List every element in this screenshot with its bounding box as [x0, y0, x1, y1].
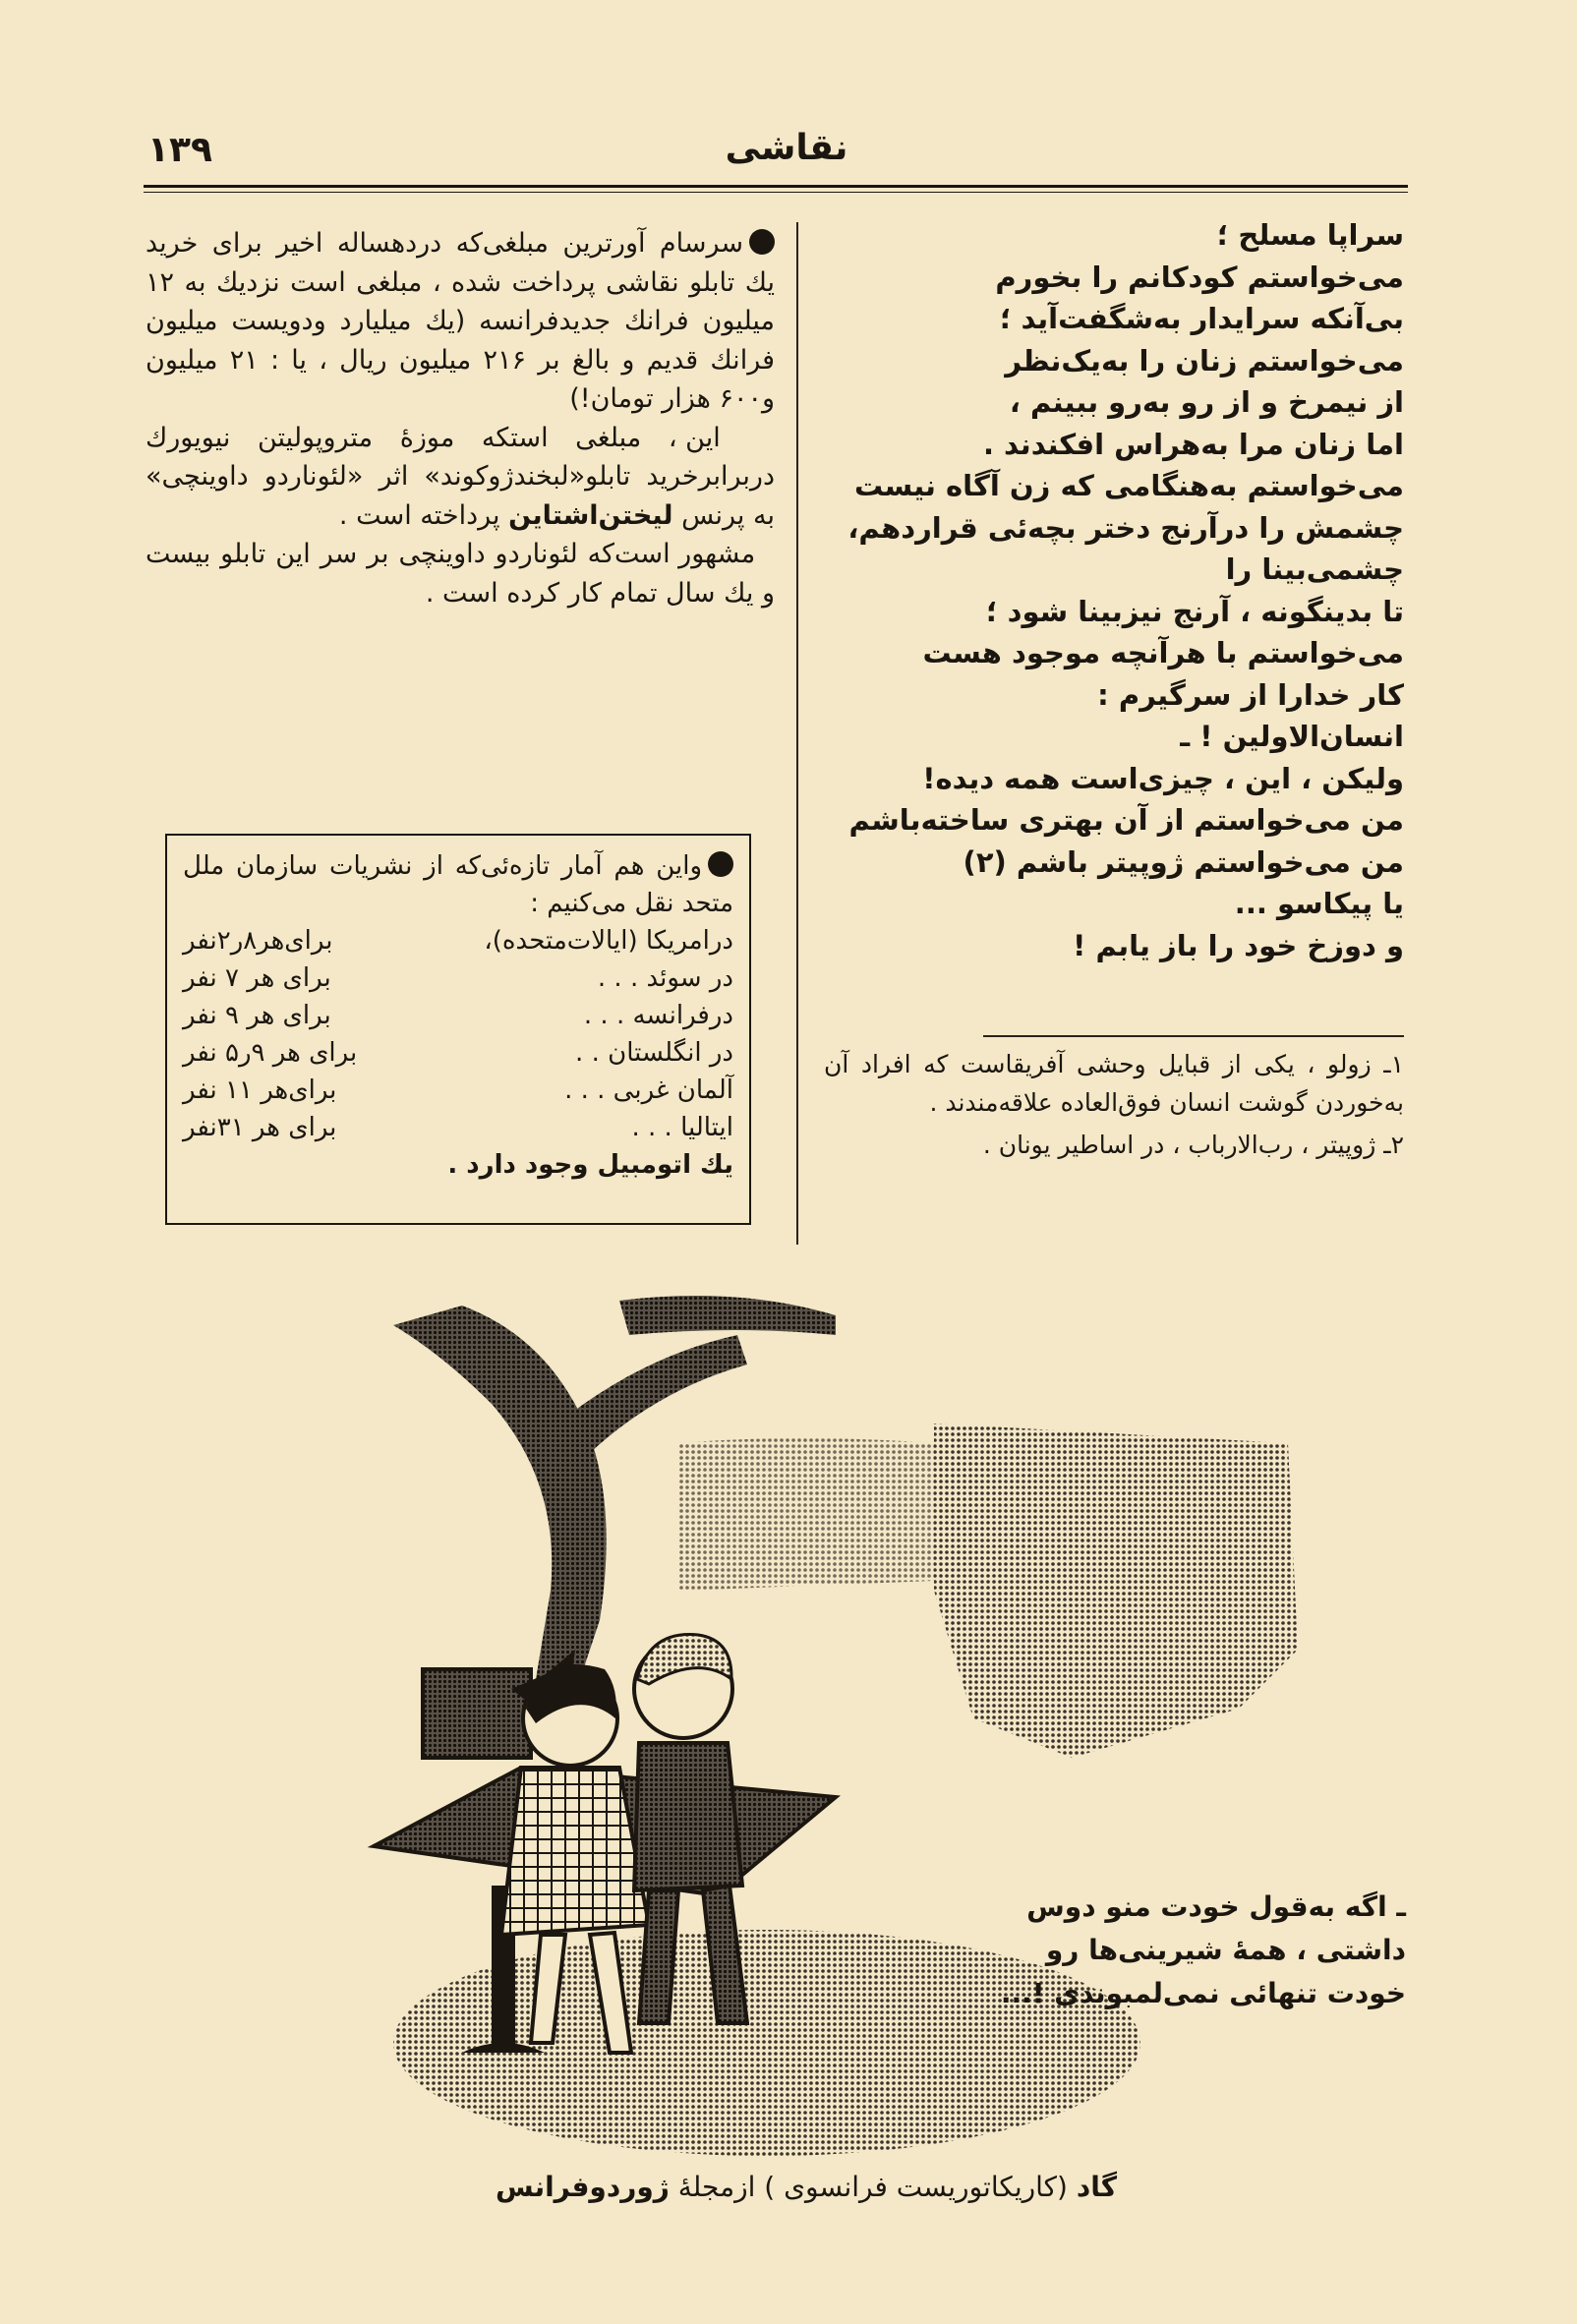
- credit-artist: گاد: [1076, 2171, 1118, 2203]
- caption-line: داشتی ، همهٔ شیرینی‌ها رو: [1045, 1934, 1406, 1966]
- cartoon-caption: [1000, 1886, 1406, 2015]
- page-number: ۱۳۹: [147, 130, 212, 170]
- stat-row: در انگلستان . . برای هر ۹ر۵ نفر: [183, 1038, 733, 1068]
- tree-trunk: [393, 1306, 607, 1709]
- caption-line: ـ اگه به‌قول خودت منو دوس: [1026, 1890, 1406, 1923]
- credit-source: ژوردوفرانس: [495, 2171, 670, 2203]
- poem-line: ولیکن ، این ، چیزی‌است همه دیده!: [922, 761, 1404, 795]
- poem-line: یا پیکاسو ...: [1234, 887, 1404, 920]
- stat-row: در سوئد . . . برای هر ۷ نفر: [183, 963, 733, 993]
- stat-row: درامریکا (ایالات‌متحده)، برای‌هر۸ر۲نفر: [183, 926, 733, 956]
- wall: [678, 1438, 934, 1591]
- poem-line: می‌خواستم با هرآنچه موجود هست: [922, 636, 1404, 669]
- stat-row: ایتالیا . . . برای هر ۳۱نفر: [183, 1113, 733, 1142]
- poem-line: کار خدارا از سرگیرم :: [1097, 677, 1404, 712]
- poem-line: می‌خواستم به‌هنگامی که زن آگاه نیست: [853, 469, 1404, 502]
- tree-branch: [570, 1335, 747, 1453]
- boy-jacket: [634, 1743, 742, 1890]
- footnotes: [824, 1045, 1404, 1168]
- cartoon-illustration: [324, 1296, 1308, 2180]
- poem-line: بی‌آنکه سرایدار به‌شگفت‌آید ؛: [999, 302, 1404, 335]
- stats-box: [165, 834, 751, 1225]
- stats-closing: یك اتومبیل وجود دارد .: [447, 1150, 733, 1180]
- stat-row: درفرانسه . . . برای هر ۹ نفر: [183, 1001, 733, 1030]
- tree-top: [619, 1296, 836, 1335]
- poem: [824, 214, 1404, 966]
- credit-description: (کاریکاتوریست فرانسوی ) ازمجلهٔ: [677, 2171, 1068, 2203]
- poem-line: اما زنان مرا به‌هراس افکندند .: [982, 427, 1404, 461]
- poem-line: تا بدینگونه ، آرنج نیزبینا شود ؛: [985, 594, 1404, 628]
- running-head: نقاشی: [725, 128, 848, 168]
- poem-line: از نیمرخ و از رو به‌رو ببینم ،: [1009, 385, 1404, 419]
- highlighted-name: لیختن‌اشتاین: [508, 499, 673, 531]
- article: [146, 224, 775, 612]
- column-divider: [796, 222, 798, 1245]
- bench-backrest: [423, 1669, 531, 1758]
- poem-line: می‌خواستم زنان را به‌یک‌نظر: [1005, 343, 1404, 378]
- stat-row: آلمان غربی . . . برای‌هر ۱۱ نفر: [183, 1075, 733, 1105]
- article-paragraph: این ، مبلغی استکه موزهٔ متروپولیتن نیویورك دربرابرخرید تابلو«لبخندژوکوند» اثر «لئوناردو داوینچی» به پرنس لیختن‌اشتاین پرداخته است .: [146, 422, 775, 531]
- cartoon-credit: [433, 2168, 1180, 2207]
- poem-line: سراپا مسلح ؛: [1216, 218, 1404, 252]
- foliage: [934, 1423, 1298, 1758]
- bullet-icon: [708, 851, 733, 877]
- header-rule: [144, 185, 1408, 193]
- article-paragraph: سرسام آورترین مبلغی‌که دردهساله اخیر برای خرید یك تابلو نقاشی پرداخت شده ، مبلغی است نزدیك به ۱۲ میلیون فرانك جدیدفرانسه (یك میلیارد ودویست میلیون فرانك قدیم و بالغ بر ۲۱۶ میلیون ریال ، یا : ۲۱ میلیون و۶۰۰ هزار تومان!): [146, 228, 776, 414]
- article-paragraph: مشهور است‌که لئوناردو داوینچی بر سر این تابلو بیست و یك سال تمام کار کرده است .: [146, 539, 775, 609]
- poem-line: چشمش را درآرنج دختر بچه‌ئی قراردهم،: [847, 510, 1404, 545]
- footnote: ۱ـ زولو ، یکی از قبایل وحشی آفریقاست که افراد آن به‌خوردن گوشت انسان فوق‌العاده علاقه‌مندند .: [824, 1050, 1404, 1117]
- poem-line: انسان‌الاولین ! ـ: [1180, 720, 1404, 753]
- caption-line: خودت تنهائی نمی‌لمبوندی !...: [1000, 1977, 1406, 2009]
- poem-line: و دوزخ خود را باز یابم !: [1073, 928, 1404, 962]
- poem-line: می‌خواستم کودکانم را بخورم: [995, 260, 1404, 294]
- footnote: ۲ـ ژوپیتر ، رب‌الارباب ، در اساطیر یونان .: [982, 1131, 1404, 1159]
- poem-line: من می‌خواستم از آن بهتری ساخته‌باشم: [848, 803, 1404, 837]
- stats-intro: واین هم آمار تازه‌ئی‌که از نشریات سازمان ملل متحد نقل می‌کنیم :: [183, 851, 733, 918]
- bullet-icon: [749, 229, 775, 255]
- footnote-rule: [983, 1035, 1404, 1037]
- poem-line: من می‌خواستم ژوپیتر باشم (۲): [963, 844, 1404, 879]
- poem-line: چشمی‌بینا را: [1225, 552, 1404, 586]
